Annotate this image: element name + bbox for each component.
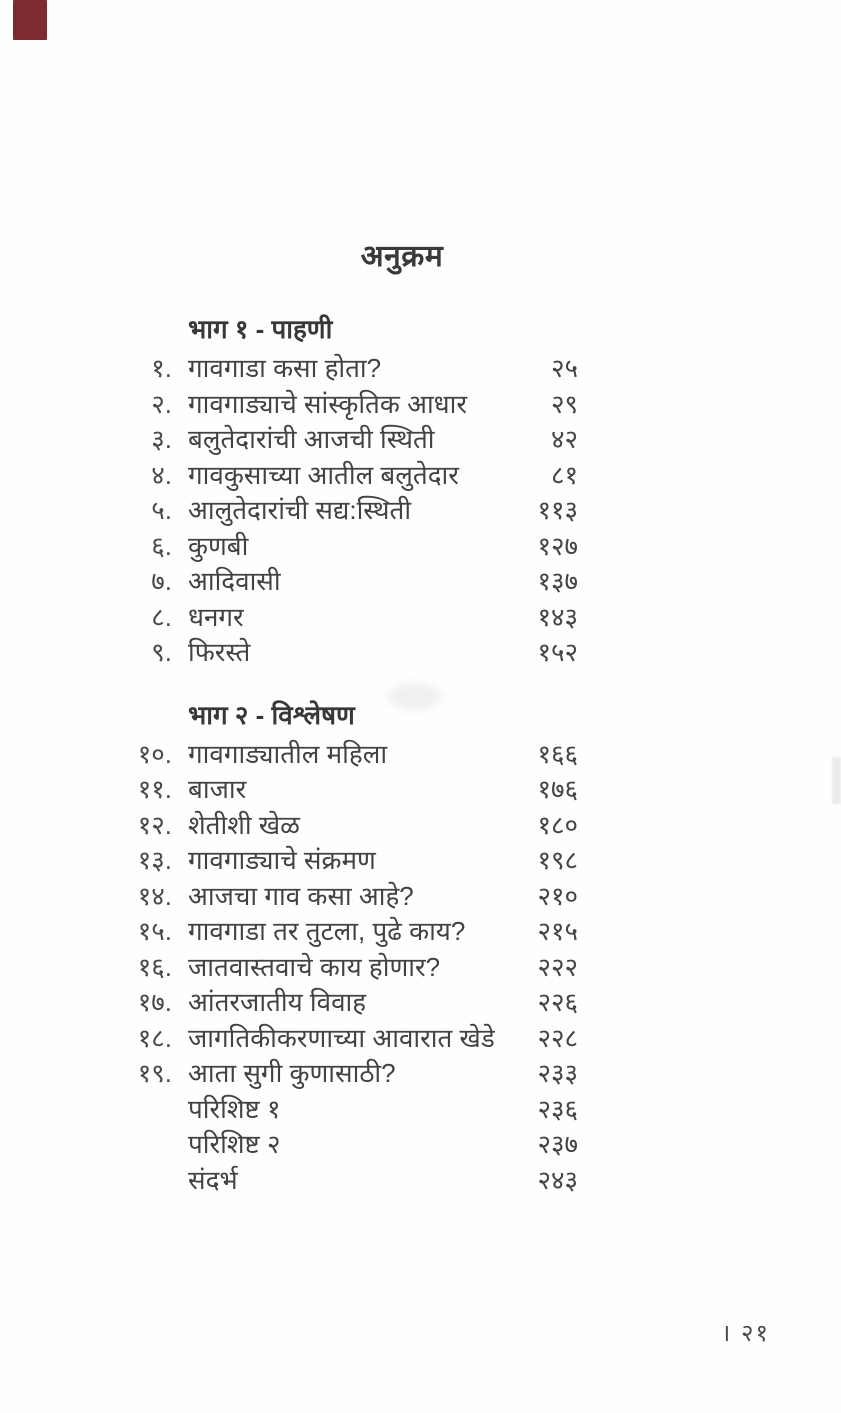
toc-item-title: आजचा गाव कसा आहे? [188,880,414,911]
toc-rows-part-1 [120,351,578,671]
toc-item-page: १९८ [537,845,578,875]
toc-item-title: गावगाड्यातील महिला [188,738,388,769]
toc-item-number: ११. [137,774,172,804]
toc-item-page: १२७ [537,530,578,561]
toc-row [120,1056,578,1092]
toc-row [120,422,578,458]
toc-item-page: २१० [537,880,578,911]
toc-item-title: कुणबी [188,530,249,561]
toc-item-number: ३. [151,424,172,454]
toc-section-part-2 [120,696,578,1199]
toc-row [120,1163,578,1199]
toc-item-number: १. [151,353,172,383]
toc-item-number: १४. [137,880,172,911]
toc-item-page: १६६ [537,738,578,769]
toc-item-title: आंतरजातीय विवाह [188,987,367,1017]
section-heading-part-1: भाग १ - पाहणी [188,314,333,344]
toc-item-title: गावकुसाच्या आतील बलुतेदार [188,459,459,490]
toc-item-title: संदर्भ [188,1164,238,1195]
toc-item-page: २१५ [537,916,578,946]
toc-row [120,808,578,844]
toc-item-number: १८. [137,1022,172,1053]
toc-item-number: ६. [151,530,172,561]
toc-item-page: २४३ [537,1164,578,1195]
toc-item-number: २. [151,388,172,419]
toc-item-page: २९ [550,388,578,419]
toc-item-title: आदिवासी [188,566,281,596]
toc-item-number: ५. [151,495,172,525]
toc-item-title: गावगाड्याचे संक्रमण [188,845,376,875]
toc-row [120,772,578,808]
toc-item-title: शेतीशी खेळ [188,809,300,840]
toc-row [120,1127,578,1163]
toc-row [120,985,578,1021]
toc-row [120,351,578,387]
toc-rows-part-2 [120,737,578,1199]
toc-item-title: बाजार [188,774,247,804]
page-title: अनुक्रम [360,240,444,273]
toc-item-number: १९. [137,1058,172,1088]
toc-item-title: बलुतेदारांची आजची स्थिती [188,424,435,454]
toc-row [120,950,578,986]
toc-item-title: गावगाड्याचे सांस्कृतिक आधार [188,388,467,419]
toc-item-number: ७. [151,566,172,596]
toc-item-number: १०. [137,738,172,769]
toc-row [120,843,578,879]
toc-item-page: १५२ [537,637,578,667]
toc-row [120,529,578,565]
table-of-contents [120,310,578,1198]
toc-item-number: १७. [137,987,172,1017]
toc-item-title: जागतिकीकरणाच्या आवारात खेडे [188,1022,495,1053]
toc-item-page: ४२ [550,424,578,454]
toc-item-title: परिशिष्ट १ [188,1093,281,1124]
toc-item-number: १२. [137,809,172,840]
toc-row [120,1092,578,1128]
page-number: । २१ [721,1320,770,1347]
toc-item-title: जातवास्तवाचे काय होणार? [188,951,441,982]
toc-item-number: १६. [137,951,172,982]
toc-item-page: २२८ [537,1022,578,1053]
toc-item-title: गावगाडा तर तुटला, पुढे काय? [188,916,466,946]
toc-item-number: ४. [151,459,172,490]
toc-row [120,635,578,671]
red-corner-mark [13,0,47,40]
scan-edge-artifact [832,757,841,804]
toc-item-number: ८. [151,601,172,632]
toc-item-page: २५ [550,353,578,383]
toc-item-title: धनगर [188,601,244,632]
toc-item-page: १३७ [537,566,578,596]
toc-row [120,1021,578,1057]
toc-row [120,879,578,915]
toc-item-title: आता सुगी कुणासाठी? [188,1058,396,1088]
toc-item-page: २२२ [537,951,578,982]
toc-item-page: २३७ [537,1129,578,1159]
toc-item-page: १७६ [537,774,578,804]
toc-item-page: १४३ [537,601,578,632]
toc-row [120,564,578,600]
toc-item-page: १८० [537,809,578,840]
toc-row [120,458,578,494]
toc-item-title: आलुतेदारांची सद्य:स्थिती [188,495,412,525]
toc-item-number: १३. [137,845,172,875]
toc-item-page: ११३ [537,495,578,525]
toc-item-number: ९. [151,637,172,667]
toc-row [120,737,578,773]
toc-item-page: २२६ [537,987,578,1017]
section-heading-part-2: भाग २ - विश्लेषण [188,699,355,730]
toc-item-page: ८१ [550,459,578,490]
toc-row [120,493,578,529]
toc-item-title: फिरस्ते [188,637,251,667]
toc-item-page: २३६ [537,1093,578,1124]
toc-item-page: २३३ [537,1058,578,1088]
toc-row [120,600,578,636]
toc-item-number: १५. [137,916,172,946]
toc-item-title: परिशिष्ट २ [188,1129,281,1159]
toc-row [120,914,578,950]
toc-section-part-1 [120,310,578,671]
toc-item-title: गावगाडा कसा होता? [188,353,382,383]
toc-row [120,387,578,423]
